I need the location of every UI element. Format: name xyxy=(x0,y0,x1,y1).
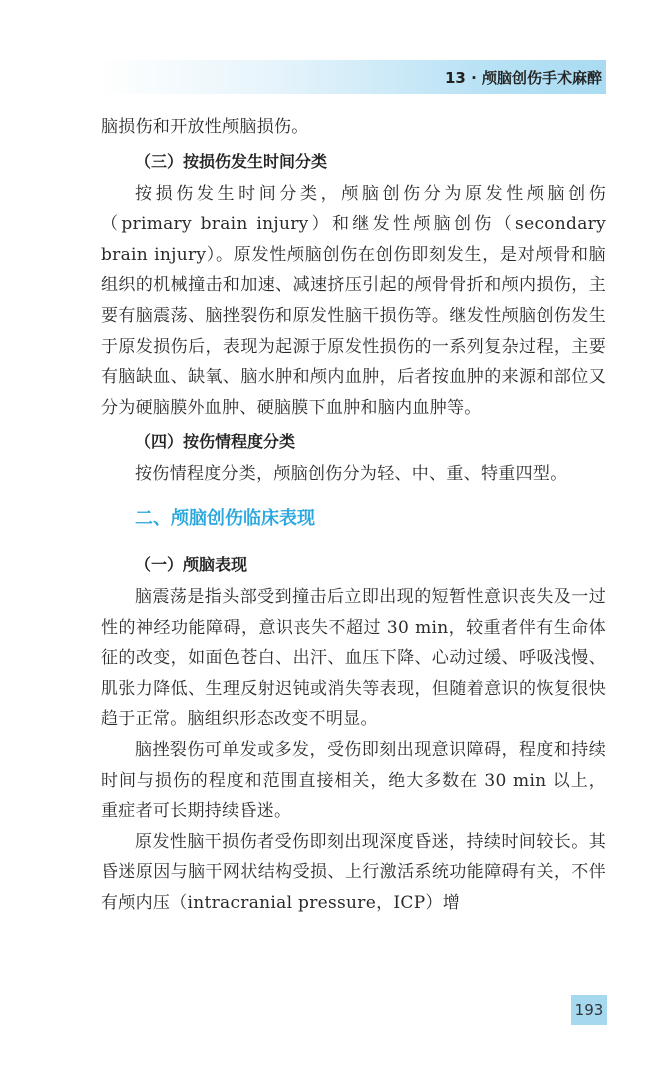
subheading-time-classification: （三）按损伤发生时间分类 xyxy=(135,151,328,171)
running-header-title: 13 · 颅脑创伤手术麻醉 xyxy=(444,69,602,87)
subheading-severity-classification: （四）按伤情程度分类 xyxy=(135,432,296,452)
page-number-badge: 193 xyxy=(571,995,607,1025)
paragraph-concussion: 脑震荡是指头部受到撞击后立即出现的短暂性意识丧失及一过性的神经功能障碍，意识丧失不超过 30 min，较重者伴有生命体征的改变，如面色苍白、出汗、血压下降、心动过缓、呼吸浅慢、肌张力降低、生理反射迟钝或消失等表现，但随着意识的恢复很快趋于正常。脑组织形态改变不明显。 xyxy=(101,586,606,730)
paragraph-brainstem-injury: 原发性脑干损伤者受伤即刻出现深度昏迷，持续时间较长。其昏迷原因与脑干网状结构受损、上行激活系统功能障碍有关，不伴有颅内压（intracranial pressure，ICP）增 xyxy=(101,831,606,913)
subheading-cranial-manifestations: （一）颅脑表现 xyxy=(135,554,248,574)
paragraph-contusion: 脑挫裂伤可单发或多发，受伤即刻出现意识障碍，程度和持续时间与损伤的程度和范围直接相关，绝大多数在 30 min 以上，重症者可长期持续昏迷。 xyxy=(101,739,606,822)
paragraph-severity-classification: 按伤情程度分类，颅脑创伤分为轻、中、重、特重四型。 xyxy=(135,464,568,485)
section-heading-clinical-manifestations: 二、颅脑创伤临床表现 xyxy=(135,507,315,529)
paragraph-intro: 脑损伤和开放性颅脑损伤。 xyxy=(101,117,309,137)
paragraph-time-classification: 按损伤发生时间分类，颅脑创伤分为原发性颅脑创伤（primary brain injury）和继发性颅脑创伤（secondary brain injury）。原发性颅脑创伤在创伤即刻发生，是对颅骨和脑组织的机械撞击和加速、减速挤压引起的颅骨骨折和颅内损伤，主要有脑震荡、脑挫裂伤和原发性脑干损伤等。继发性颅脑创伤发生于原发损伤后，表现为起源于原发性损伤的一系列复杂过程，主要有脑缺血、缺氧、脑水肿和颅内血肿，后者按血肿的来源和部位又分为硬脑膜外血肿、硬脑膜下血肿和脑内血肿等。 xyxy=(101,183,606,418)
page-body xyxy=(101,112,606,918)
